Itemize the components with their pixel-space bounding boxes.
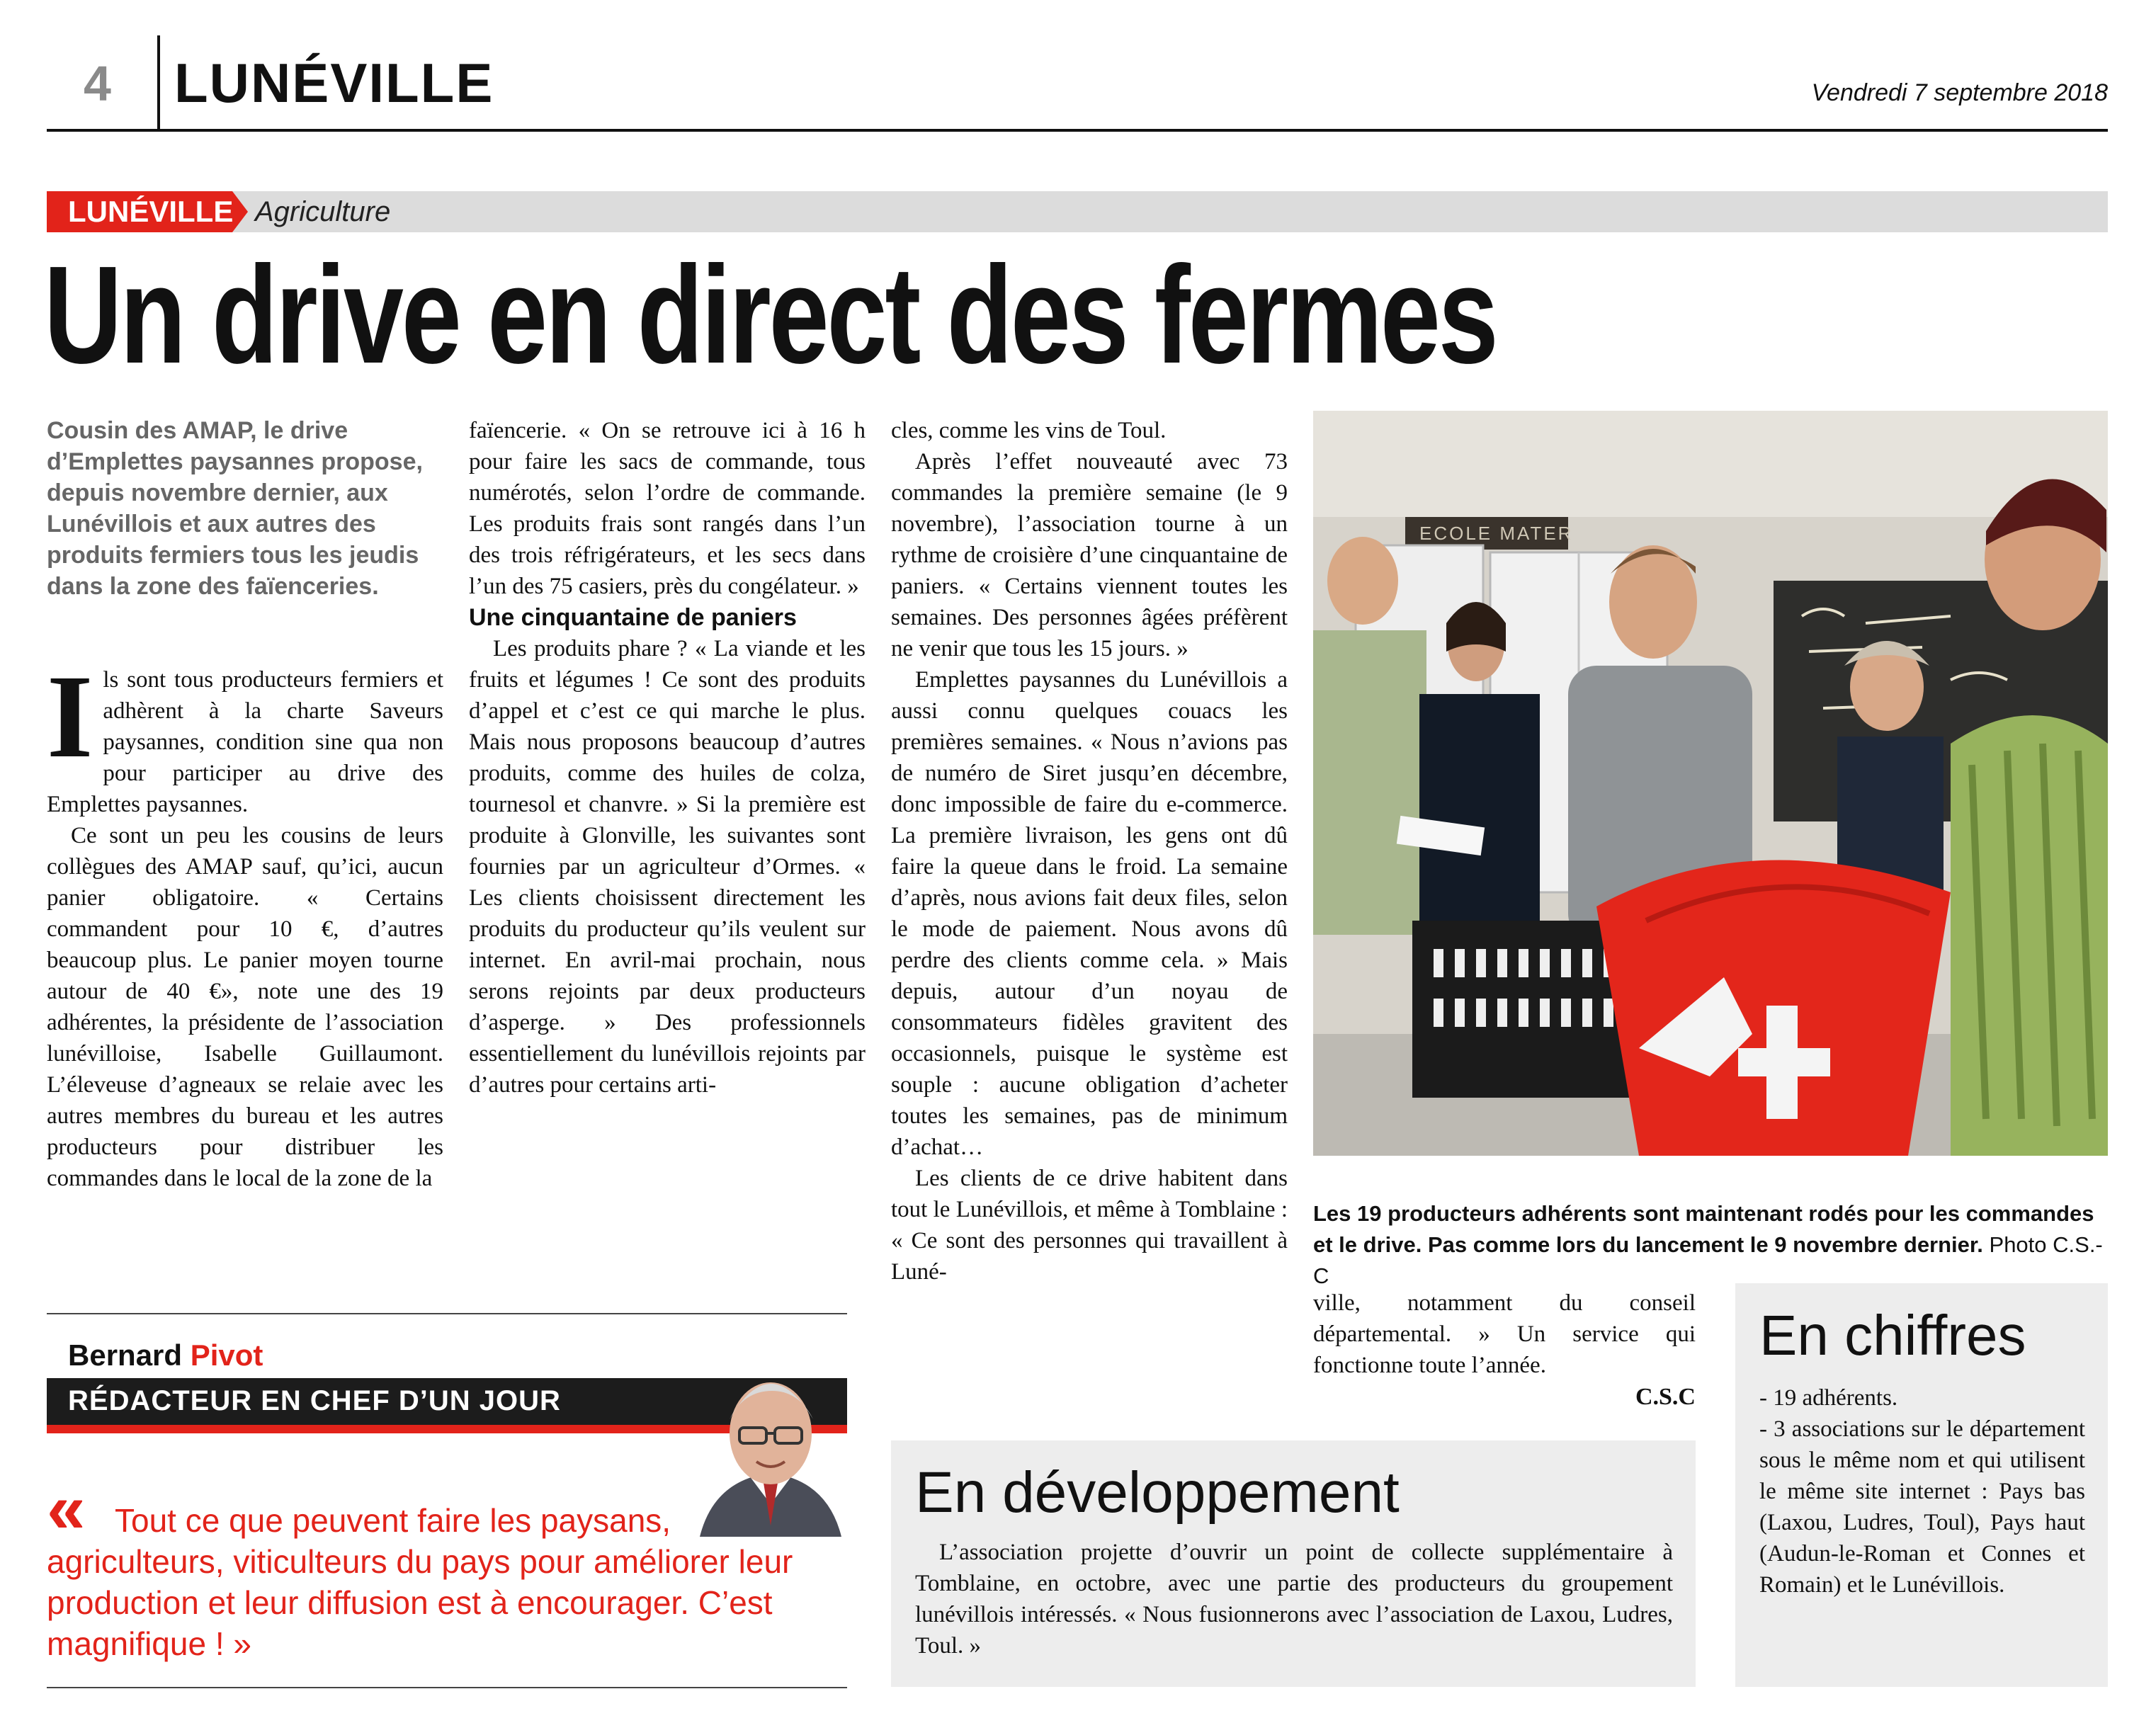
section-title: LUNÉVILLE <box>174 52 494 114</box>
article-paragraph: Ce sont un peu les cousins de leurs collègues des AMAP sauf, qu’ici, aucun panier obligatoire. « Certains commandent pour 10 €, d’autres beaucoup plus. Le panier moyen tourne autour de 40 €», note une des 19 adhérentes, la présidente de l’association lunévilloise, Isabelle Guillaumont. L’éleveuse d’agneaux se relaie avec les autres membres du bureau et les autres producteurs pour distribuer les commandes dans le local de la zone de la <box>47 823 443 1191</box>
guest-editor-rule-top <box>47 1313 847 1314</box>
photo-sign-text: ECOLE MATER <box>1419 523 1574 544</box>
article-paragraph: Les produits phare ? « La viande et les fruits et légumes ! Ce sont des produits d’appel et c’est ce qui marche le plus. Mais nous proposons beaucoup d’autres produits, comme des huiles de colza, tournesol et chanvre. » Si la première est produite à Glonville, les suivantes sont fournies par un agriculteur d’Ormes. « Les clients choisissent directement les produits du producteur qu’ils veulent sur internet. En avril-mai prochain, nous serons rejoints par deux producteurs d’asperge. » Des professionnels essentiellement du lunévillois rejoints par d’autres pour certains arti- <box>469 636 866 1098</box>
quote-mark-icon: « <box>47 1469 86 1547</box>
page-number: 4 <box>84 56 111 111</box>
guest-editor-role: RÉDACTEUR EN CHEF D’UN JOUR <box>68 1385 561 1416</box>
article-paragraph: ls sont tous producteurs fermiers et adhèrent à la charte Saveurs paysannes, condition sine qua non pour participer au drive des Emplettes paysannes. <box>47 667 443 817</box>
photo-caption-text: Les 19 producteurs adhérents sont maintenant rodés pour les commandes et le drive. Pas comme lors du lancement le 9 novembre dernier. <box>1313 1201 2094 1257</box>
article-paragraph: Emplettes paysannes du Lunévillois a aussi connu quelques couacs les premières semaines. « Nous n’avions pas de numéro de Siret jusqu’en décembre, donc impossible de faire du e-commerce. La première livraison, les gens ont dû faire la queue dans le froid. La semaine d’après, nous avions fait deux files, selon le mode de paiement. Nous avons dû perdre des clients comme cela. » Mais depuis, autour d’un noyau de consommateurs fidèles gravitent des occasionnels, puisque le système est souple : aucune obligation d’acheter toutes les semaines, pas de minimum d’achat… <box>891 667 1288 1160</box>
photo-caption <box>1313 1198 2108 1292</box>
guest-editor-quote: Tout ce que peuvent faire les paysans, agriculteurs, viticulteurs du pays pour améliorer leur production et leur diffusion est à encourager. C’est magnifique ! » <box>47 1502 793 1662</box>
headline: Un drive en direct des fermes <box>44 237 1497 392</box>
drop-cap: I <box>47 651 93 783</box>
kicker-location: LUNÉVILLE <box>47 191 232 232</box>
guest-editor-name <box>68 1338 263 1372</box>
article-column-1 <box>47 651 443 1194</box>
stats-item: - 19 adhérents. <box>1759 1385 1898 1411</box>
article-paragraph: Les clients de ce drive habitent dans tout le Lunévillois, et même à Tomblaine : « Ce sont des personnes qui travaillent à Luné- <box>891 1166 1288 1285</box>
author-byline: C.S.C <box>1635 1384 1696 1410</box>
article-column-4 <box>1313 1287 1696 1381</box>
stats-box-title: En chiffres <box>1759 1304 2026 1367</box>
stats-list <box>1759 1382 2085 1600</box>
header-rule <box>47 129 2108 132</box>
article-subhead: Une cinquantaine de paniers <box>469 604 797 631</box>
guest-editor-last-name: Pivot <box>190 1338 263 1372</box>
stats-item: - 3 associations sur le département sous le même nom et qui utilisent le même site internet : Pays bas (Laxou, Ludres, Toul), Pays haut (Audun-le-Roman et Connes et Romain) et le Lunévillois. <box>1759 1416 2085 1598</box>
kicker-arrow-icon <box>232 191 248 232</box>
article-paragraph: ville, notamment du conseil départemental. » Un service qui fonctionne toute l’année. <box>1313 1290 1696 1378</box>
header-divider <box>157 35 160 129</box>
issue-date: Vendredi 7 septembre 2018 <box>1811 79 2108 106</box>
article-paragraph: cles, comme les vins de Toul. <box>891 418 1167 443</box>
kicker-topic: Agriculture <box>255 196 391 227</box>
article-column-3 <box>891 415 1288 1287</box>
guest-editor-first-name: Bernard <box>68 1338 183 1372</box>
development-box-title: En développement <box>915 1460 1400 1525</box>
article-lead: Cousin des AMAP, le drive d’Emplettes paysannes propose, depuis novembre dernier, aux Lunévillois et aux autres des produits fermiers tous les jeudis dans la zone des faïenceries. <box>47 417 423 600</box>
article-paragraph: Après l’effet nouveauté avec 73 commandes la première semaine (le 9 novembre), l’association tourne à un rythme de croisière d’une cinquantaine de paniers. « Certains viennent toutes les semaines. Des personnes âgées préfèrent ne venir que tous les 15 jours. » <box>891 449 1288 661</box>
photo-credit: Photo C.S.-C <box>1313 1232 2103 1288</box>
article-column-2 <box>469 415 866 1101</box>
development-box-text: L’association projette d’ouvrir un point de collecte supplémentaire à Tomblaine, en octobre, avec une partie des producteurs du groupement lunévillois intéressés. « Nous fusionnerons avec l’association de Laxou, Ludres, Toul. » <box>915 1540 1673 1659</box>
article-paragraph: faïencerie. « On se retrouve ici à 16 h pour faire les sacs de commande, tous numérotés, selon l’ordre de commande. Les produits frais sont rangés dans l’un des trois réfrigérateurs, et les secs dans l’un des 75 casiers, près du congélateur. » <box>469 418 866 599</box>
guest-editor-rule-bottom <box>47 1687 847 1688</box>
article-photo <box>1313 411 2108 1156</box>
